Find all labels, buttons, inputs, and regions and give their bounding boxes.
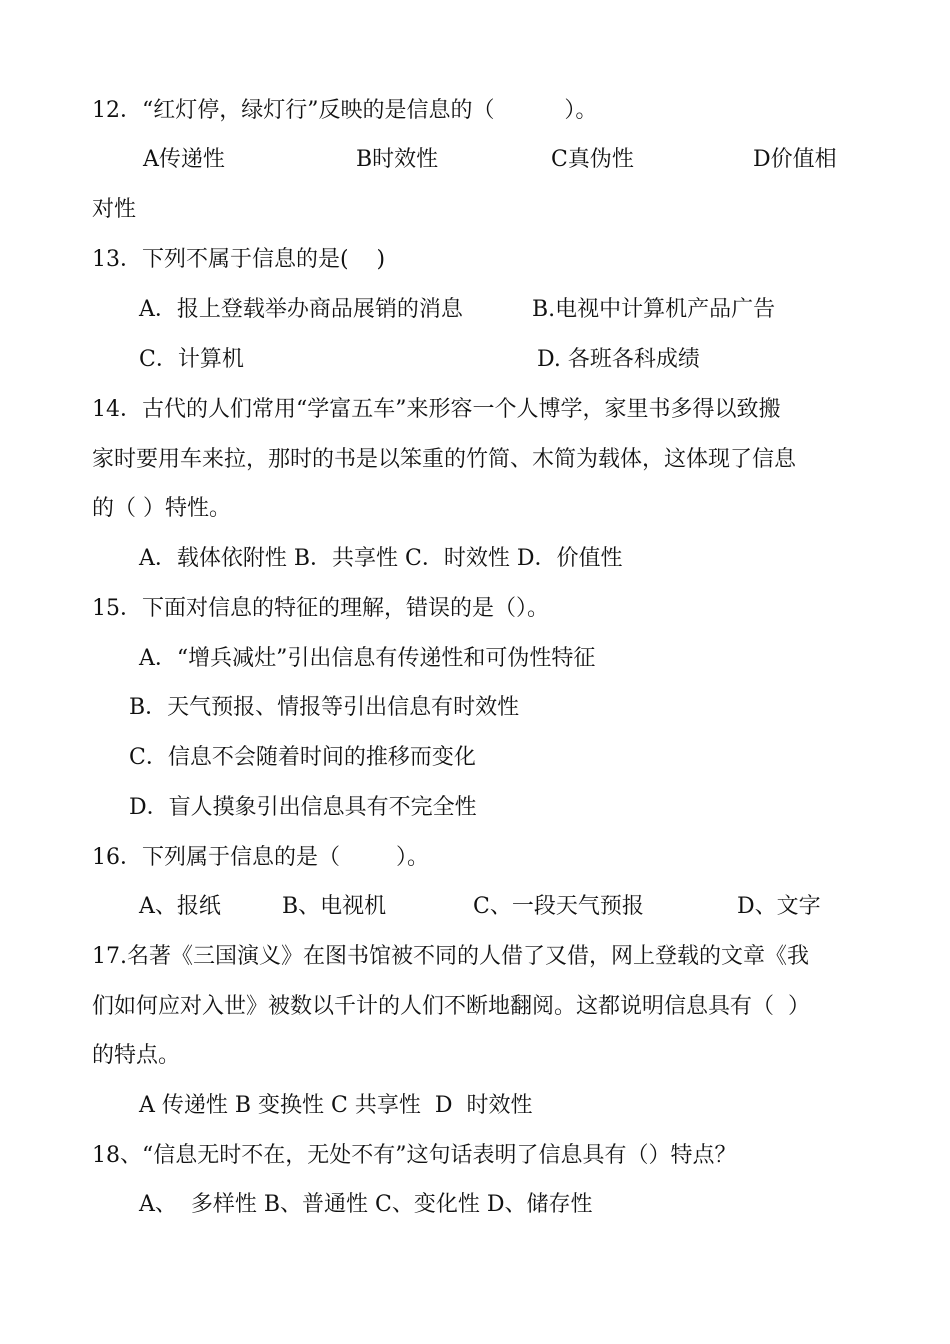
question-12-option-d: D价值相 bbox=[753, 147, 837, 172]
question-17-stem-line-3: 的特点。 bbox=[92, 1043, 181, 1068]
question-14-stem-line-3: 的（ ）特性。 bbox=[92, 496, 231, 521]
question-12-option-b: B时效性 bbox=[356, 147, 439, 172]
question-18-stem: 18、“信息无时不在，无处不有”这句话表明了信息具有（）特点？ bbox=[92, 1143, 737, 1168]
question-17-stem-line-1: 17.名著《三国演义》在图书馆被不同的人借了又借，网上登载的文章《我 bbox=[92, 944, 809, 969]
question-13-option-c: C．计算机 bbox=[139, 347, 244, 372]
question-15-option-d: D．盲人摸象引出信息具有不完全性 bbox=[129, 795, 477, 820]
question-13-option-d: D. 各班各科成绩 bbox=[537, 347, 700, 372]
question-16-option-c: C、一段天气预报 bbox=[473, 894, 644, 919]
question-14-stem-line-1: 14．古代的人们常用“学富五车”来形容一个人博学，家里书多得以致搬 bbox=[92, 397, 781, 422]
question-14-options: A．载体依附性 B．共享性 C．时效性 D．价值性 bbox=[139, 546, 623, 571]
question-18-options: A、 多样性 B、普通性 C、变化性 D、储存性 bbox=[139, 1192, 593, 1217]
question-15-option-a: A．“增兵减灶”引出信息有传递性和可伪性特征 bbox=[139, 646, 596, 671]
question-13-option-a: A．报上登载举办商品展销的消息 bbox=[139, 297, 463, 322]
question-13-stem: 13．下列不属于信息的是( ) bbox=[92, 247, 386, 272]
question-13-option-b: B.电视中计算机产品广告 bbox=[532, 297, 776, 322]
question-16-option-b: B、电视机 bbox=[282, 894, 387, 919]
question-12-option-d-wrap: 对性 bbox=[92, 197, 137, 222]
question-17-stem-line-2: 们如何应对入世》被数以千计的人们不断地翻阅。这都说明信息具有（ ） bbox=[92, 994, 810, 1019]
question-15-stem: 15．下面对信息的特征的理解，错误的是（）。 bbox=[92, 596, 549, 621]
question-12-option-c: C真伪性 bbox=[551, 147, 634, 172]
question-17-options: A 传递性 B 变换性 C 共享性 D 时效性 bbox=[139, 1093, 533, 1118]
question-15-option-b: B．天气预报、情报等引出信息有时效性 bbox=[129, 695, 520, 720]
question-16-option-a: A、报纸 bbox=[139, 894, 221, 919]
question-16-stem: 16．下列属于信息的是（ ）。 bbox=[92, 845, 429, 870]
question-12-option-a: A传递性 bbox=[143, 147, 225, 172]
question-16-option-d: D、文字 bbox=[737, 894, 821, 919]
question-14-stem-line-2: 家时要用车来拉，那时的书是以笨重的竹简、木简为载体，这体现了信息 bbox=[92, 447, 797, 472]
question-12-stem: 12．“红灯停，绿灯行”反映的是信息的（ ）。 bbox=[92, 98, 598, 123]
question-15-option-c: C．信息不会随着时间的推移而变化 bbox=[129, 745, 476, 770]
